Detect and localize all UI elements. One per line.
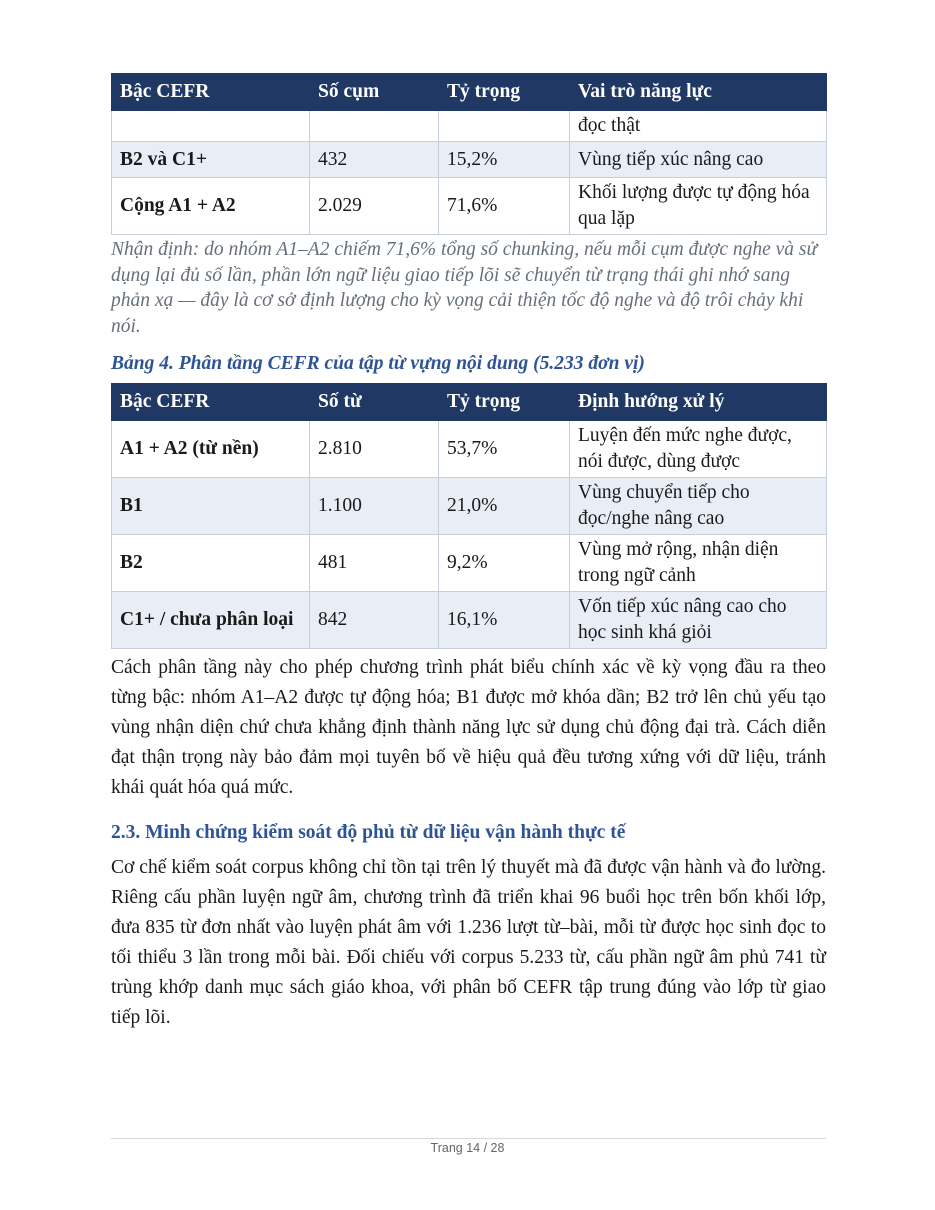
body-paragraph: Cơ chế kiểm soát corpus không chỉ tồn tại trên lý thuyết mà đã được vận hành và đo lường. Riêng cấu phần luyện ngữ âm, chương trình đã triển khai 96 buổi học trên bốn khối lớp, đưa 835 từ đơn nhất vào luyện phát âm với 1.236 lượt từ–bài, mỗi từ được học sinh đọc to tối thiểu 3 lần trong mỗi bài. Đối chiếu với corpus 5.233 từ, cấu phần ngữ âm phủ 741 từ trùng khớp danh mục sách giáo khoa, với phân bố CEFR tập trung đúng vào lớp từ giao tiếp lõi. — [111, 857, 826, 1028]
header-processing-direction: Định hướng xử lý — [570, 384, 827, 421]
header-share: Tỷ trọng — [439, 74, 570, 111]
header-cefr-level: Bậc CEFR — [112, 384, 310, 421]
cell-level: Cộng A1 + A2 — [112, 178, 310, 235]
cell-role: Khối lượng được tự động hóa qua lặp — [570, 178, 827, 235]
cell-count: 432 — [310, 142, 439, 178]
cell-role: đọc thật — [570, 111, 827, 142]
cell-count: 1.100 — [310, 478, 439, 535]
cell-level: A1 + A2 (từ nền) — [112, 421, 310, 478]
cell-count — [310, 111, 439, 142]
table-row — [112, 592, 827, 649]
cell-level: C1+ / chưa phân loại — [112, 592, 310, 649]
cefr-vocabulary-table — [111, 383, 827, 649]
cell-share: 53,7% — [439, 421, 570, 478]
header-chunk-count: Số cụm — [310, 74, 439, 111]
header-cefr-level: Bậc CEFR — [112, 74, 310, 111]
cell-level: B2 và C1+ — [112, 142, 310, 178]
cell-level: B1 — [112, 478, 310, 535]
cell-share: 16,1% — [439, 592, 570, 649]
body-paragraph: Cách phân tầng này cho phép chương trình phát biểu chính xác về kỳ vọng đầu ra theo từng bậc: nhóm A1–A2 được tự động hóa; B1 được mở khóa dần; B2 trở lên chủ yếu tạo vùng nhận diện chứ chưa khẳng định thành năng lực sử dụng chủ động đại trà. Cách diễn đạt thận trọng này bảo đảm mọi tuyên bố về hiệu quả đều tương xứng với dữ liệu, tránh khái quát hóa quá mức. — [111, 657, 826, 798]
header-competence-role: Vai trò năng lực — [570, 74, 827, 111]
cell-count: 481 — [310, 535, 439, 592]
cell-direction: Luyện đến mức nghe được, nói được, dùng được — [570, 421, 827, 478]
header-share: Tỷ trọng — [439, 384, 570, 421]
table-caption: Bảng 4. Phân tầng CEFR của tập từ vựng nội dung (5.233 đơn vị) — [111, 353, 645, 374]
table-row — [112, 142, 827, 178]
cell-share: 9,2% — [439, 535, 570, 592]
footer-divider — [111, 1138, 826, 1139]
table-header-row — [112, 74, 827, 111]
cell-share: 21,0% — [439, 478, 570, 535]
cell-share: 15,2% — [439, 142, 570, 178]
cell-share — [439, 111, 570, 142]
cell-role: Vùng tiếp xúc nâng cao — [570, 142, 827, 178]
table-note: Nhận định: do nhóm A1–A2 chiếm 71,6% tổng số chunking, nếu mỗi cụm được nghe và sử dụng lại đủ số lần, phần lớn ngữ liệu giao tiếp lõi sẽ chuyển từ trạng thái ghi nhớ sang phản xạ — đây là cơ sở định lượng cho kỳ vọng cải thiện tốc độ nghe và độ trôi chảy khi nói. — [111, 239, 818, 337]
cell-direction: Vốn tiếp xúc nâng cao cho học sinh khá giỏi — [570, 592, 827, 649]
cell-direction: Vùng mở rộng, nhận diện trong ngữ cảnh — [570, 535, 827, 592]
cell-direction: Vùng chuyển tiếp cho đọc/nghe nâng cao — [570, 478, 827, 535]
table-row — [112, 111, 827, 142]
table-row — [112, 535, 827, 592]
section-heading: 2.3. Minh chứng kiểm soát độ phủ từ dữ liệu vận hành thực tế — [111, 822, 626, 843]
page-content — [111, 73, 826, 1033]
table-row — [112, 421, 827, 478]
cell-count: 2.029 — [310, 178, 439, 235]
table-row — [112, 178, 827, 235]
header-word-count: Số từ — [310, 384, 439, 421]
cell-count: 842 — [310, 592, 439, 649]
cell-level — [112, 111, 310, 142]
cell-level: B2 — [112, 535, 310, 592]
cell-share: 71,6% — [439, 178, 570, 235]
page-number: Trang 14 / 28 — [430, 1141, 505, 1155]
table-header-row — [112, 384, 827, 421]
table-row — [112, 478, 827, 535]
cefr-chunk-table — [111, 73, 827, 235]
cell-count: 2.810 — [310, 421, 439, 478]
